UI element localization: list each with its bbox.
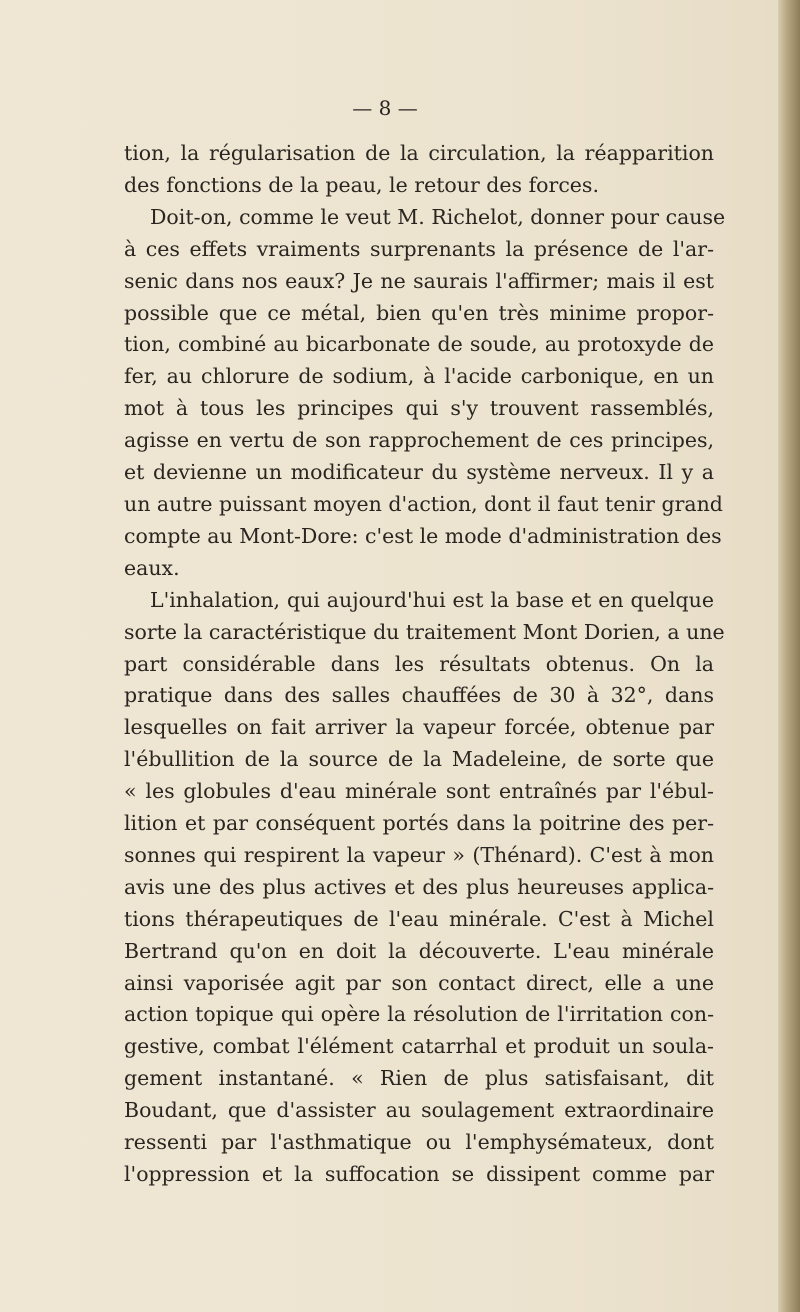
text-line: Doit-on, comme le veut M. Richelot, donner pour cause	[150, 204, 726, 229]
text-line: compte au Mont-Dore: c'est le mode d'administration des	[124, 523, 722, 548]
text-line: un autre puissant moyen d'action, dont il faut tenir grand	[124, 491, 723, 516]
text-line: lition et par conséquent portés dans la poitrine des per-	[124, 811, 714, 836]
text-line: et devienne un modificateur du système nerveux. Il y a	[124, 460, 714, 485]
text-line: part considérable dans les résultats obtenus. On la	[124, 651, 714, 676]
text-line: tions thérapeutiques de l'eau minérale. C'est à Michel	[124, 906, 714, 931]
text-line: tion, la régularisation de la circulation, la réapparition	[124, 141, 714, 165]
text-line: fer, au chlorure de sodium, à l'acide carbonique, en un	[124, 364, 714, 389]
text-line: sorte la caractéristique du traitement Mont Dorien, a une	[124, 619, 725, 644]
text-line: possible que ce métal, bien qu'en très minime propor-	[124, 300, 714, 325]
text-line: tion, combiné au bicarbonate de soude, au protoxyde de	[124, 332, 714, 357]
text-line: eaux.	[124, 555, 180, 580]
text-line: l'oppression et la suffocation se dissipent comme par	[124, 1162, 714, 1186]
text-line: mot à tous les principes qui s'y trouvent rassemblés,	[124, 396, 714, 421]
text-line: ainsi vaporisée agit par son contact direct, elle a une	[124, 970, 714, 995]
text-line: action topique qui opère la résolution de l'irritation con-	[124, 1002, 714, 1027]
text-line: Bertrand qu'on en doit la découverte. L'eau minérale	[124, 938, 714, 963]
text-line: gestive, combat l'élément catarrhal et produit un soula-	[124, 1034, 714, 1059]
text-line: sonnes qui respirent la vapeur » (Thénard). C'est à mon	[124, 842, 714, 867]
text-line: lesquelles on fait arriver la vapeur forcée, obtenue par	[124, 715, 714, 740]
text-line: à ces effets vraiments surprenants la présence de l'ar-	[124, 236, 714, 261]
text-line: gement instantané. « Rien de plus satisfaisant, dit	[124, 1066, 714, 1091]
text-line: l'ébullition de la source de la Madeleine, de sorte que	[124, 747, 714, 772]
text-line: des fonctions de la peau, le retour des forces.	[124, 172, 599, 197]
page-number: — 8 —	[352, 96, 418, 120]
page-edge	[778, 0, 800, 1312]
text-line: ressenti par l'asthmatique ou l'emphysémateux, dont	[124, 1130, 714, 1155]
text-line: avis une des plus actives et des plus heureuses applica-	[124, 874, 714, 899]
text-line: Boudant, que d'assister au soulagement extraordinaire	[124, 1098, 714, 1123]
text-line: « les globules d'eau minérale sont entraînés par l'ébul-	[124, 779, 714, 804]
text-line: agisse en vertu de son rapprochement de ces principes,	[124, 428, 714, 453]
text-line: senic dans nos eaux? Je ne saurais l'affirmer; mais il est	[124, 268, 714, 293]
body-text	[124, 138, 726, 1191]
text-line: pratique dans des salles chauffées de 30 à 32°, dans	[124, 683, 714, 708]
text-line: L'inhalation, qui aujourd'hui est la base et en quelque	[150, 587, 714, 612]
